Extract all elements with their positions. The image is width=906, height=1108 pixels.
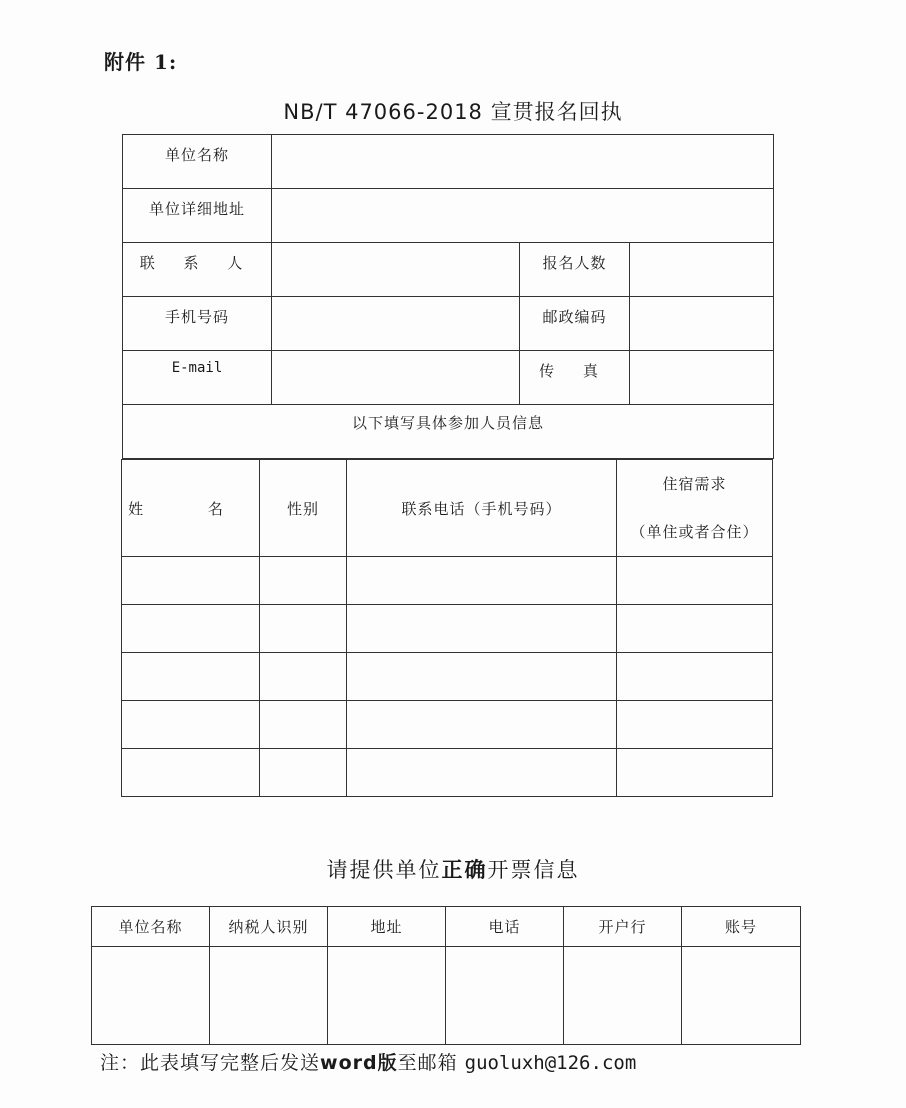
registrants-count-label: 报名人数 — [520, 243, 630, 297]
attendee-phone-cell[interactable] — [347, 749, 617, 797]
attendee-phone-cell[interactable] — [347, 605, 617, 653]
postcode-field[interactable] — [630, 297, 774, 351]
invoice-unit-name-cell[interactable] — [92, 947, 210, 1045]
attendee-phone-cell[interactable] — [347, 557, 617, 605]
invoice-col-phone: 电话 — [446, 907, 564, 947]
table-row — [122, 557, 773, 605]
unit-address-label: 单位详细地址 — [123, 189, 272, 243]
attendee-name-cell[interactable] — [122, 605, 260, 653]
accommodation-header-line1: 住宿需求 — [662, 475, 727, 493]
attendee-phone-cell[interactable] — [347, 653, 617, 701]
table-row — [122, 749, 773, 797]
fax-label: 传 真 — [520, 351, 630, 405]
invoice-col-account: 账号 — [682, 907, 801, 947]
invoice-col-address: 地址 — [328, 907, 446, 947]
invoice-table — [91, 906, 801, 1045]
invoice-header-row — [92, 907, 801, 947]
table-row — [92, 947, 801, 1045]
unit-address-field[interactable] — [272, 189, 774, 243]
attendee-info-banner: 以下填写具体参加人员信息 — [123, 405, 774, 459]
note-word-format: word — [320, 1052, 378, 1074]
invoice-title-post: 开票信息 — [487, 858, 580, 882]
registration-table — [122, 134, 774, 459]
attendee-accommodation-cell[interactable] — [617, 557, 773, 605]
attendee-name-cell[interactable] — [122, 557, 260, 605]
gender-column-header: 性别 — [260, 460, 347, 557]
accommodation-column-header — [617, 460, 773, 557]
table-row — [122, 701, 773, 749]
invoice-col-taxpayer-id: 纳税人识别 — [210, 907, 328, 947]
attendee-accommodation-cell[interactable] — [617, 653, 773, 701]
attendee-table — [121, 459, 773, 797]
attendee-gender-cell[interactable] — [260, 701, 347, 749]
email-field[interactable] — [272, 351, 520, 405]
invoice-title-pre: 请提供单位 — [326, 858, 442, 882]
attendee-accommodation-cell[interactable] — [617, 749, 773, 797]
contact-label: 联 系 人 — [123, 243, 272, 297]
invoice-title — [0, 854, 906, 884]
invoice-phone-cell[interactable] — [446, 947, 564, 1045]
note-email-link[interactable]: guoluxh@126.com — [464, 1052, 637, 1074]
attachment-label: 附件 1: — [104, 50, 178, 74]
invoice-bank-cell[interactable] — [564, 947, 682, 1045]
attendee-accommodation-cell[interactable] — [617, 701, 773, 749]
unit-name-field[interactable] — [272, 135, 774, 189]
contact-field[interactable] — [272, 243, 520, 297]
attendee-gender-cell[interactable] — [260, 653, 347, 701]
registration-title: NB/T 47066-2018 宣贯报名回执 — [283, 100, 623, 124]
attendee-gender-cell[interactable] — [260, 749, 347, 797]
note-version: 版 — [377, 1052, 398, 1074]
table-row — [122, 605, 773, 653]
invoice-account-cell[interactable] — [682, 947, 801, 1045]
attendee-gender-cell[interactable] — [260, 557, 347, 605]
table-row — [122, 653, 773, 701]
accommodation-header-line2: （单住或者合住） — [630, 523, 759, 541]
attendee-name-cell[interactable] — [122, 701, 260, 749]
attendee-name-cell[interactable] — [122, 749, 260, 797]
name-column-header: 姓 名 — [122, 460, 260, 557]
attendee-name-cell[interactable] — [122, 653, 260, 701]
note-prefix: 注：此表填写完整后发送 — [100, 1052, 321, 1074]
attendee-phone-cell[interactable] — [347, 701, 617, 749]
invoice-taxpayer-id-cell[interactable] — [210, 947, 328, 1045]
unit-name-label: 单位名称 — [123, 135, 272, 189]
invoice-title-emphasis: 正确 — [441, 858, 488, 882]
mobile-label: 手机号码 — [123, 297, 272, 351]
email-label: E-mail — [123, 351, 272, 405]
postcode-label: 邮政编码 — [520, 297, 630, 351]
attendee-accommodation-cell[interactable] — [617, 605, 773, 653]
note-middle: 至邮箱 — [397, 1052, 458, 1074]
invoice-col-unit-name: 单位名称 — [92, 907, 210, 947]
fax-field[interactable] — [630, 351, 774, 405]
attendee-gender-cell[interactable] — [260, 605, 347, 653]
footer-note — [100, 1048, 636, 1075]
phone-column-header: 联系电话（手机号码） — [347, 460, 617, 557]
registrants-count-field[interactable] — [630, 243, 774, 297]
invoice-address-cell[interactable] — [328, 947, 446, 1045]
invoice-col-bank: 开户行 — [564, 907, 682, 947]
mobile-field[interactable] — [272, 297, 520, 351]
attendee-header-row — [122, 460, 773, 557]
